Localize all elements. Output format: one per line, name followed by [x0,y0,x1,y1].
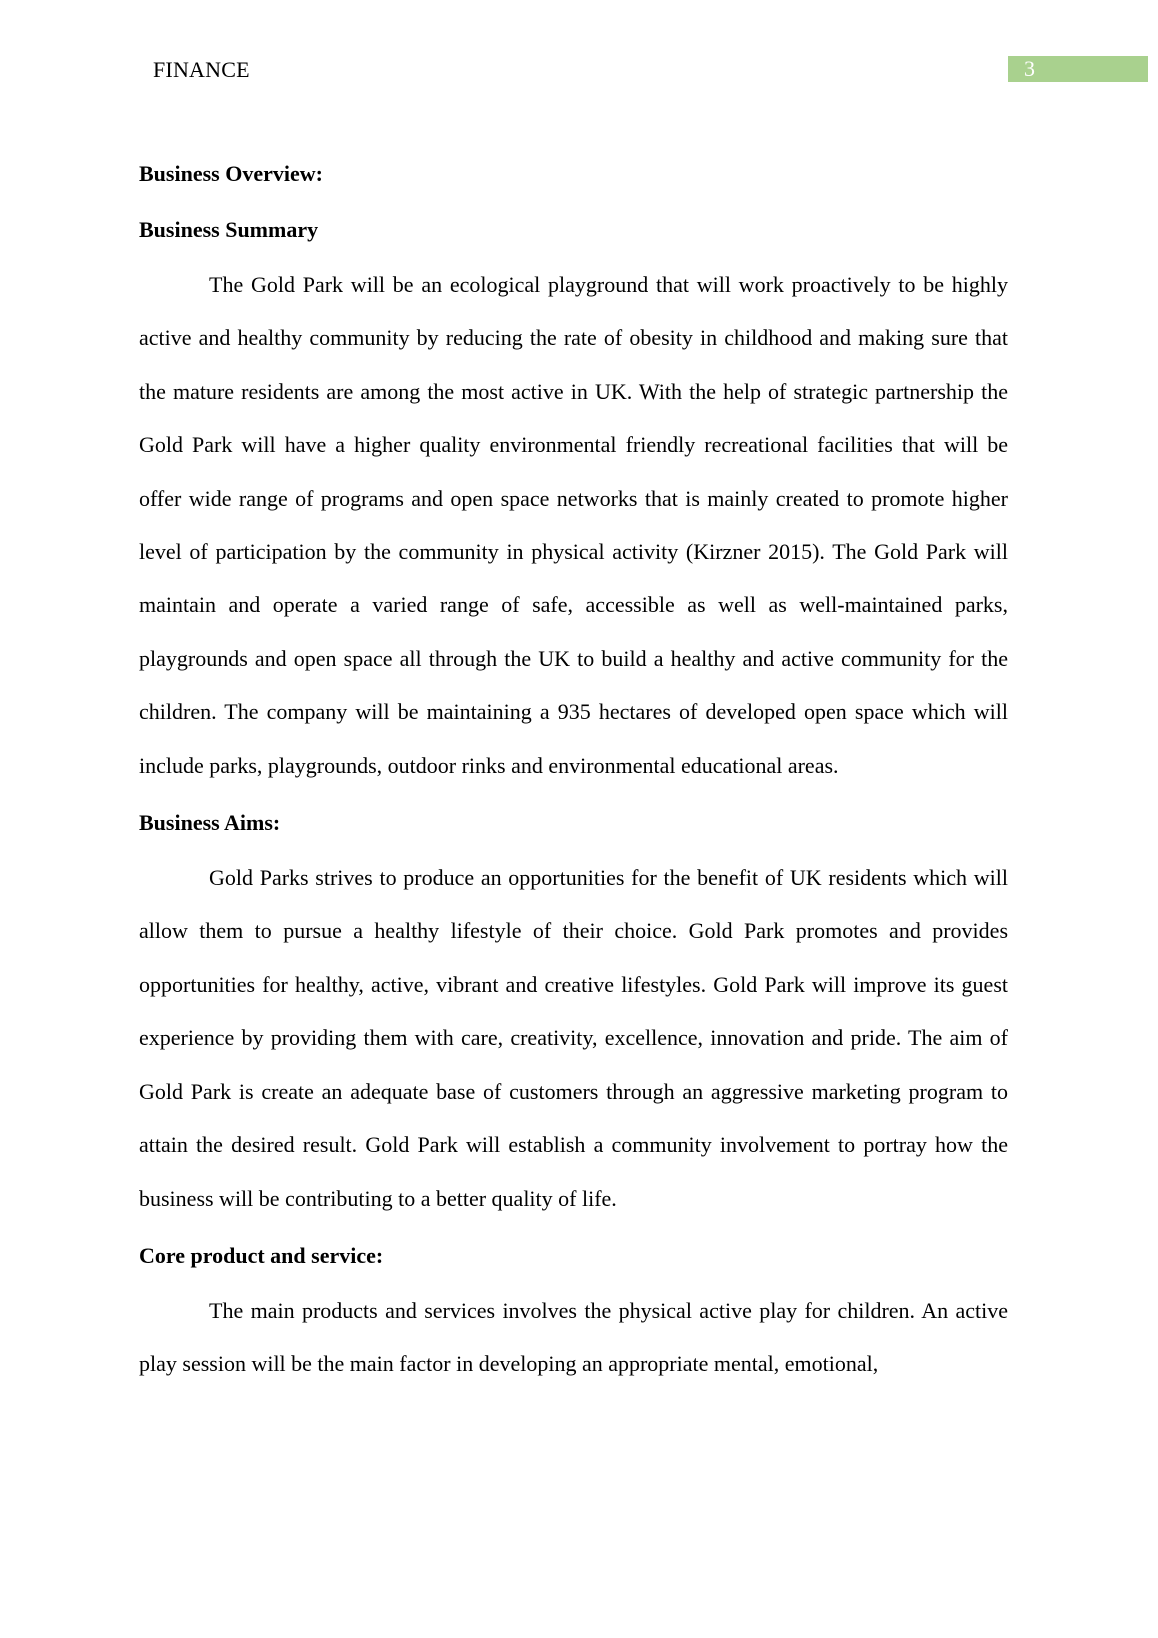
page-number: 3 [1024,56,1035,81]
paragraph-business-summary: The Gold Park will be an ecological playground that will work proactively to be highly active and healthy community by reducing the rate of obesity in childhood and making sure that the mature residents are among the most active in UK. With the help of strategic partnership the Gold Park will have a higher quality environmental friendly recreational facilities that will be offer wide range of programs and open space networks that is mainly created to promote higher level of participation by the community in physical activity (Kirzner 2015). The Gold Park will maintain and operate a varied range of safe, accessible as well as well-maintained parks, playgrounds and open space all through the UK to build a healthy and active community for the children. The company will be maintaining a 935 hectares of developed open space which will include parks, playgrounds, outdoor rinks and environmental educational areas. [139,272,1008,778]
document-body [139,155,1008,1391]
heading-business-summary: Business Summary [139,217,319,242]
heading-business-aims: Business Aims: [139,810,281,836]
paragraph-business-aims: Gold Parks strives to produce an opportunities for the benefit of UK residents which will allow them to pursue a healthy lifestyle of their choice. Gold Park promotes and provides opportunities for healthy, active, vibrant and creative lifestyles. Gold Park will improve its guest experience by providing them with care, creativity, excellence, innovation and pride. The aim of Gold Park is create an adequate base of customers through an aggressive marketing program to attain the desired result. Gold Park will establish a community involvement to portray how the business will be contributing to a better quality of life. [139,865,1008,1211]
heading-core-product-service: Core product and service: [139,1242,384,1268]
running-header-title: FINANCE [153,57,250,82]
heading-business-overview: Business Overview: [139,161,323,186]
page-number-badge [1008,56,1148,82]
paragraph-core-product-service: The main products and services involves the physical active play for children. An active play session will be the main factor in developing an appropriate mental, emotional, [139,1297,1008,1377]
